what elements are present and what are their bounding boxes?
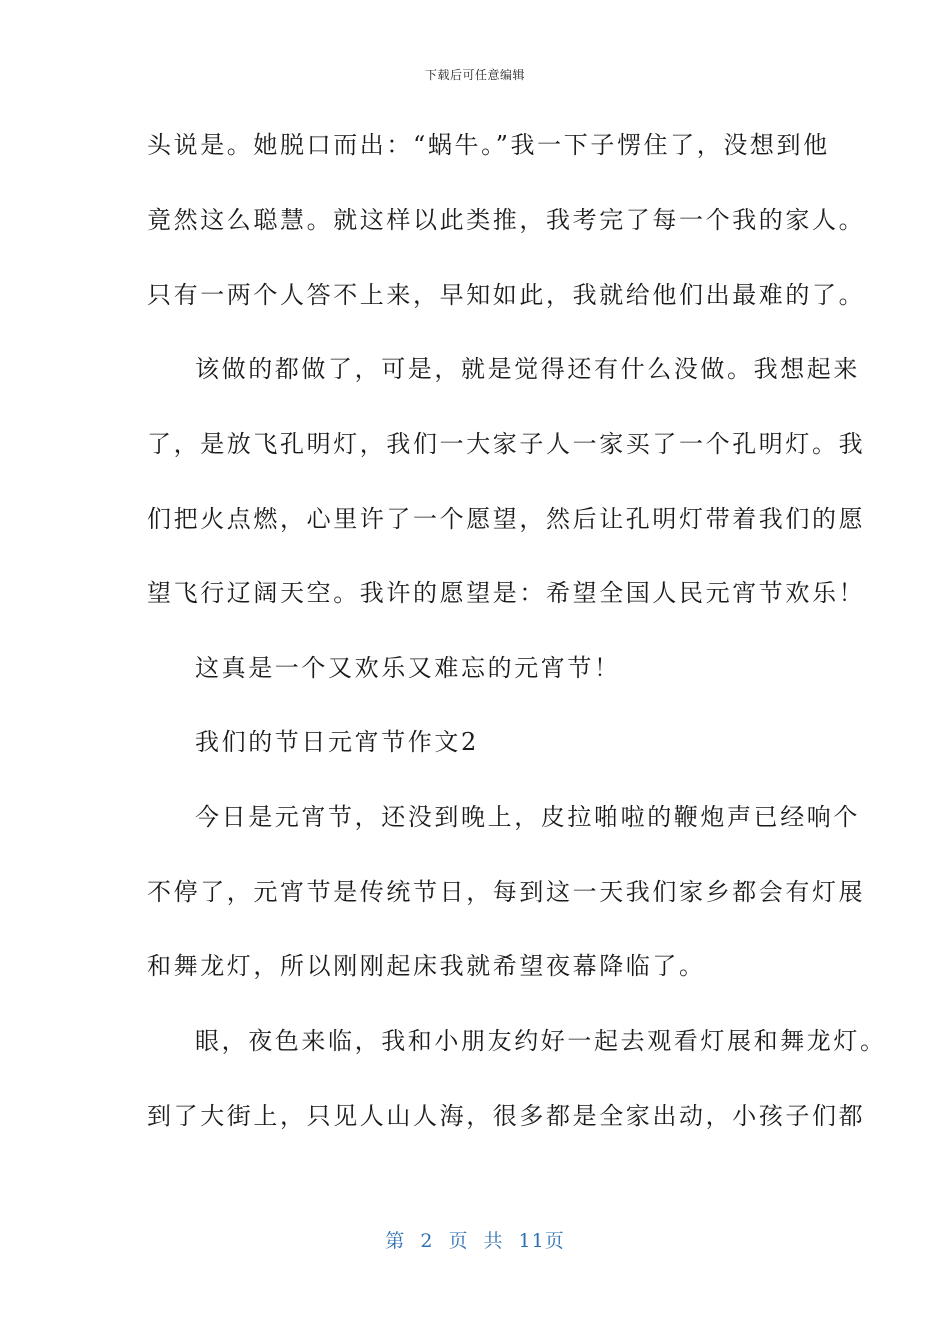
text-line: 头说是。她脱口而出：“蜗牛。”我一下子愣住了，没想到他 <box>147 131 830 159</box>
text-line: 望飞行辽阔天空。我许的愿望是：希望全国人民元宵节欢乐！ <box>147 579 866 607</box>
text-line: 竟然这么聪慧。就这样以此类推，我考完了每一个我的家人。 <box>147 206 866 234</box>
text-line: 了，是放飞孔明灯，我们一大家子人一家买了一个孔明灯。我 <box>147 430 866 458</box>
text-line: 只有一两个人答不上来，早知如此，我就给他们出最难的了。 <box>147 281 866 309</box>
paragraph-start-line: 眼，夜色来临，我和小朋友约好一起去观看灯展和舞龙灯。 <box>195 1027 887 1055</box>
paragraph-start-line: 该做的都做了，可是，就是觉得还有什么没做。我想起来 <box>195 355 860 383</box>
text-line: 不停了，元宵节是传统节日，每到这一天我们家乡都会有灯展 <box>147 878 866 906</box>
text-line: 和舞龙灯，所以刚刚起床我就希望夜幕降临了。 <box>147 952 706 980</box>
paragraph-start-line: 这真是一个又欢乐又难忘的元宵节！ <box>195 654 621 682</box>
page-number-footer: 第 2 页 共 11页 <box>385 1230 565 1252</box>
page-header: 下载后可任意编辑 <box>424 68 525 82</box>
text-line: 们把火点燃，心里许了一个愿望，然后让孔明灯带着我们的愿 <box>147 505 866 533</box>
paragraph-start-line: 今日是元宵节，还没到晚上，皮拉啪啦的鞭炮声已经响个 <box>195 803 860 831</box>
section-title: 我们的节日元宵节作文2 <box>195 728 479 756</box>
text-line: 到了大街上，只见人山人海，很多都是全家出动，小孩子们都 <box>147 1102 866 1130</box>
